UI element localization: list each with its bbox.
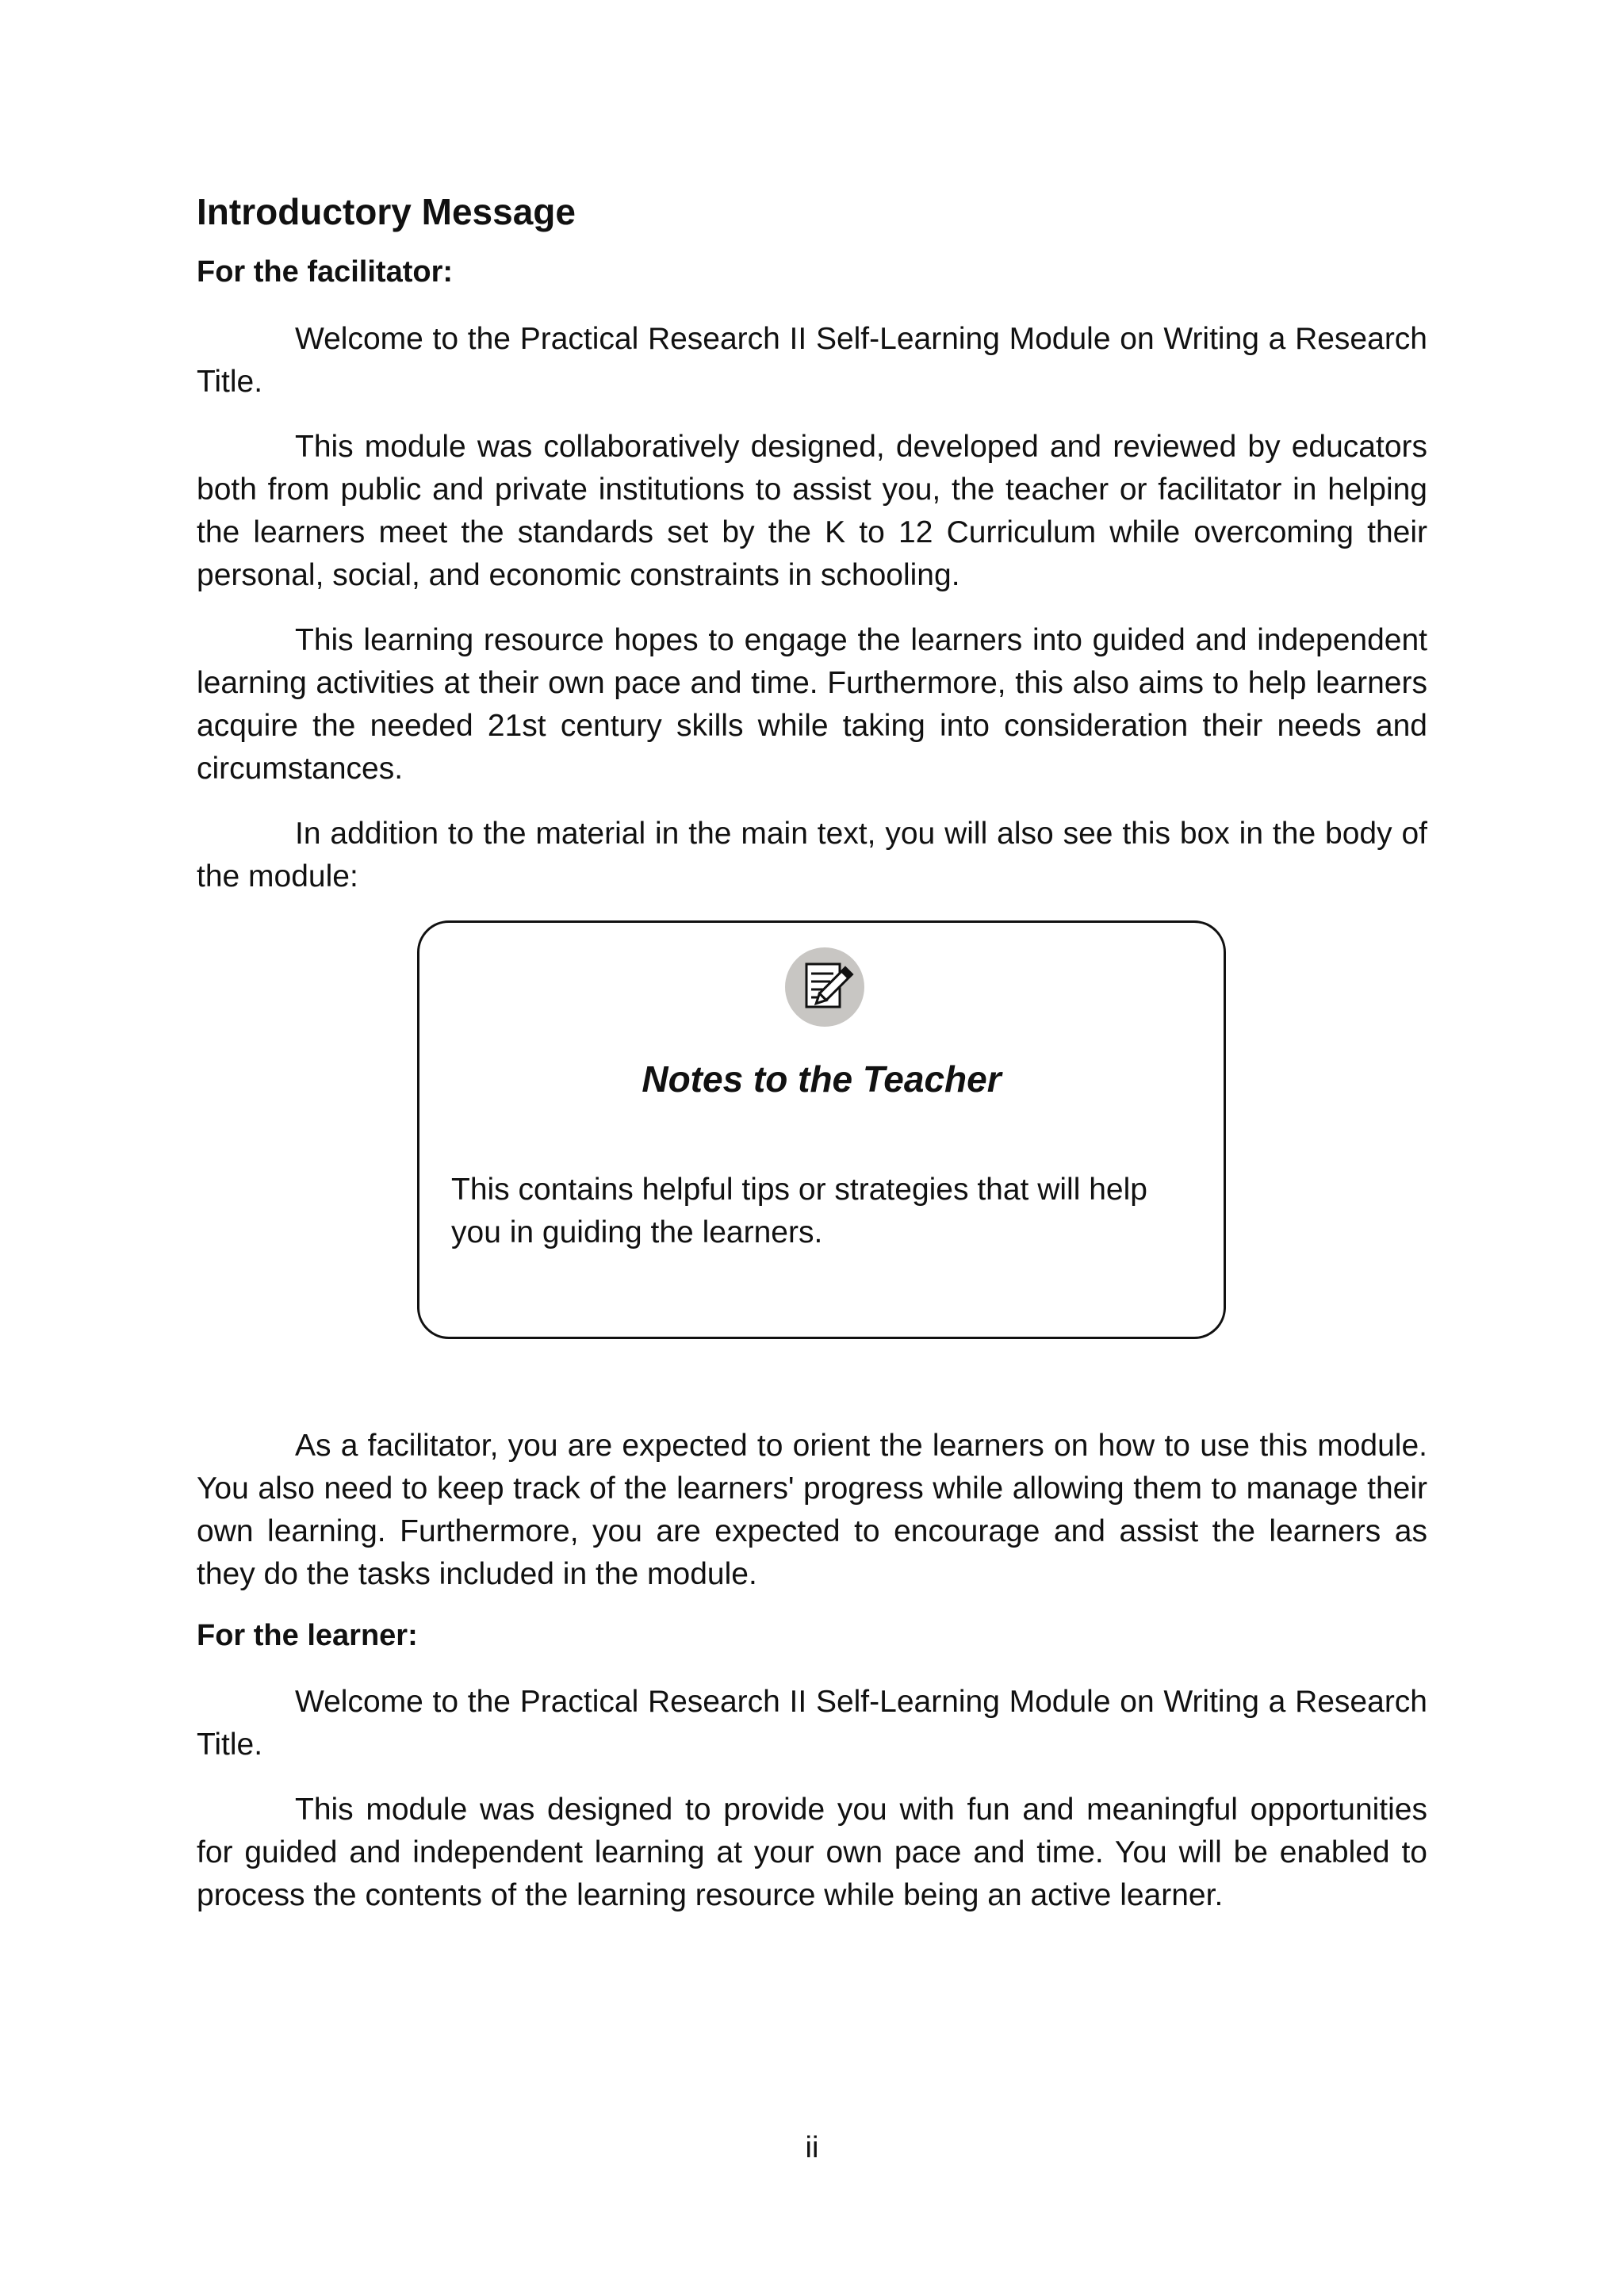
facilitator-paragraph-1: Welcome to the Practical Research II Self-Learning Module on Writing a Research Title. — [197, 321, 1427, 399]
learner-heading: For the learner: — [197, 1618, 418, 1652]
learner-paragraph-1: Welcome to the Practical Research II Self-Learning Module on Writing a Research Title. — [197, 1685, 1427, 1762]
page-title: Introductory Message — [197, 191, 576, 232]
facilitator-heading: For the facilitator: — [197, 255, 454, 289]
facilitator-paragraph-4: In addition to the material in the main text, you will also see this box in the body of the module: — [197, 816, 1427, 894]
facilitator-paragraph-3: This learning resource hopes to engage the learners into guided and independent learning activities at their own pace and time. Furthermore, this also aims to help learners acquire the needed 21st century skills while taking into consideration their needs and circumstances. — [197, 622, 1427, 786]
facilitator-paragraph-5: As a facilitator, you are expected to orient the learners on how to use this module. You also need to keep track of the learners' progress while allowing them to manage their own learning. Furthermore, you are expected to encourage and assist the learners as they do the tasks included in the module. — [197, 1428, 1427, 1591]
page-number: ii — [805, 2131, 819, 2164]
notes-box-text: This contains helpful tips or strategies that will help you in guiding the learners. — [451, 1172, 1147, 1249]
document-page — [197, 190, 1427, 1939]
learner-paragraph-2: This module was designed to provide you with fun and meaningful opportunities for guided and independent learning at your own pace and time. You will be enabled to process the contents of the learning resource while being an active learner. — [197, 1793, 1427, 1913]
facilitator-paragraph-2: This module was collaboratively designed, developed and reviewed by educators both from public and private institutions to assist you, the teacher or facilitator in helping the learners meet the standards set by the K to 12 Curriculum while overcoming their personal, social, and economic constraints in schooling. — [197, 429, 1427, 592]
notes-box-title: Notes to the Teacher — [642, 1058, 1002, 1100]
notepad-pencil-icon — [784, 947, 865, 1027]
notes-to-teacher-box — [417, 920, 1226, 1339]
